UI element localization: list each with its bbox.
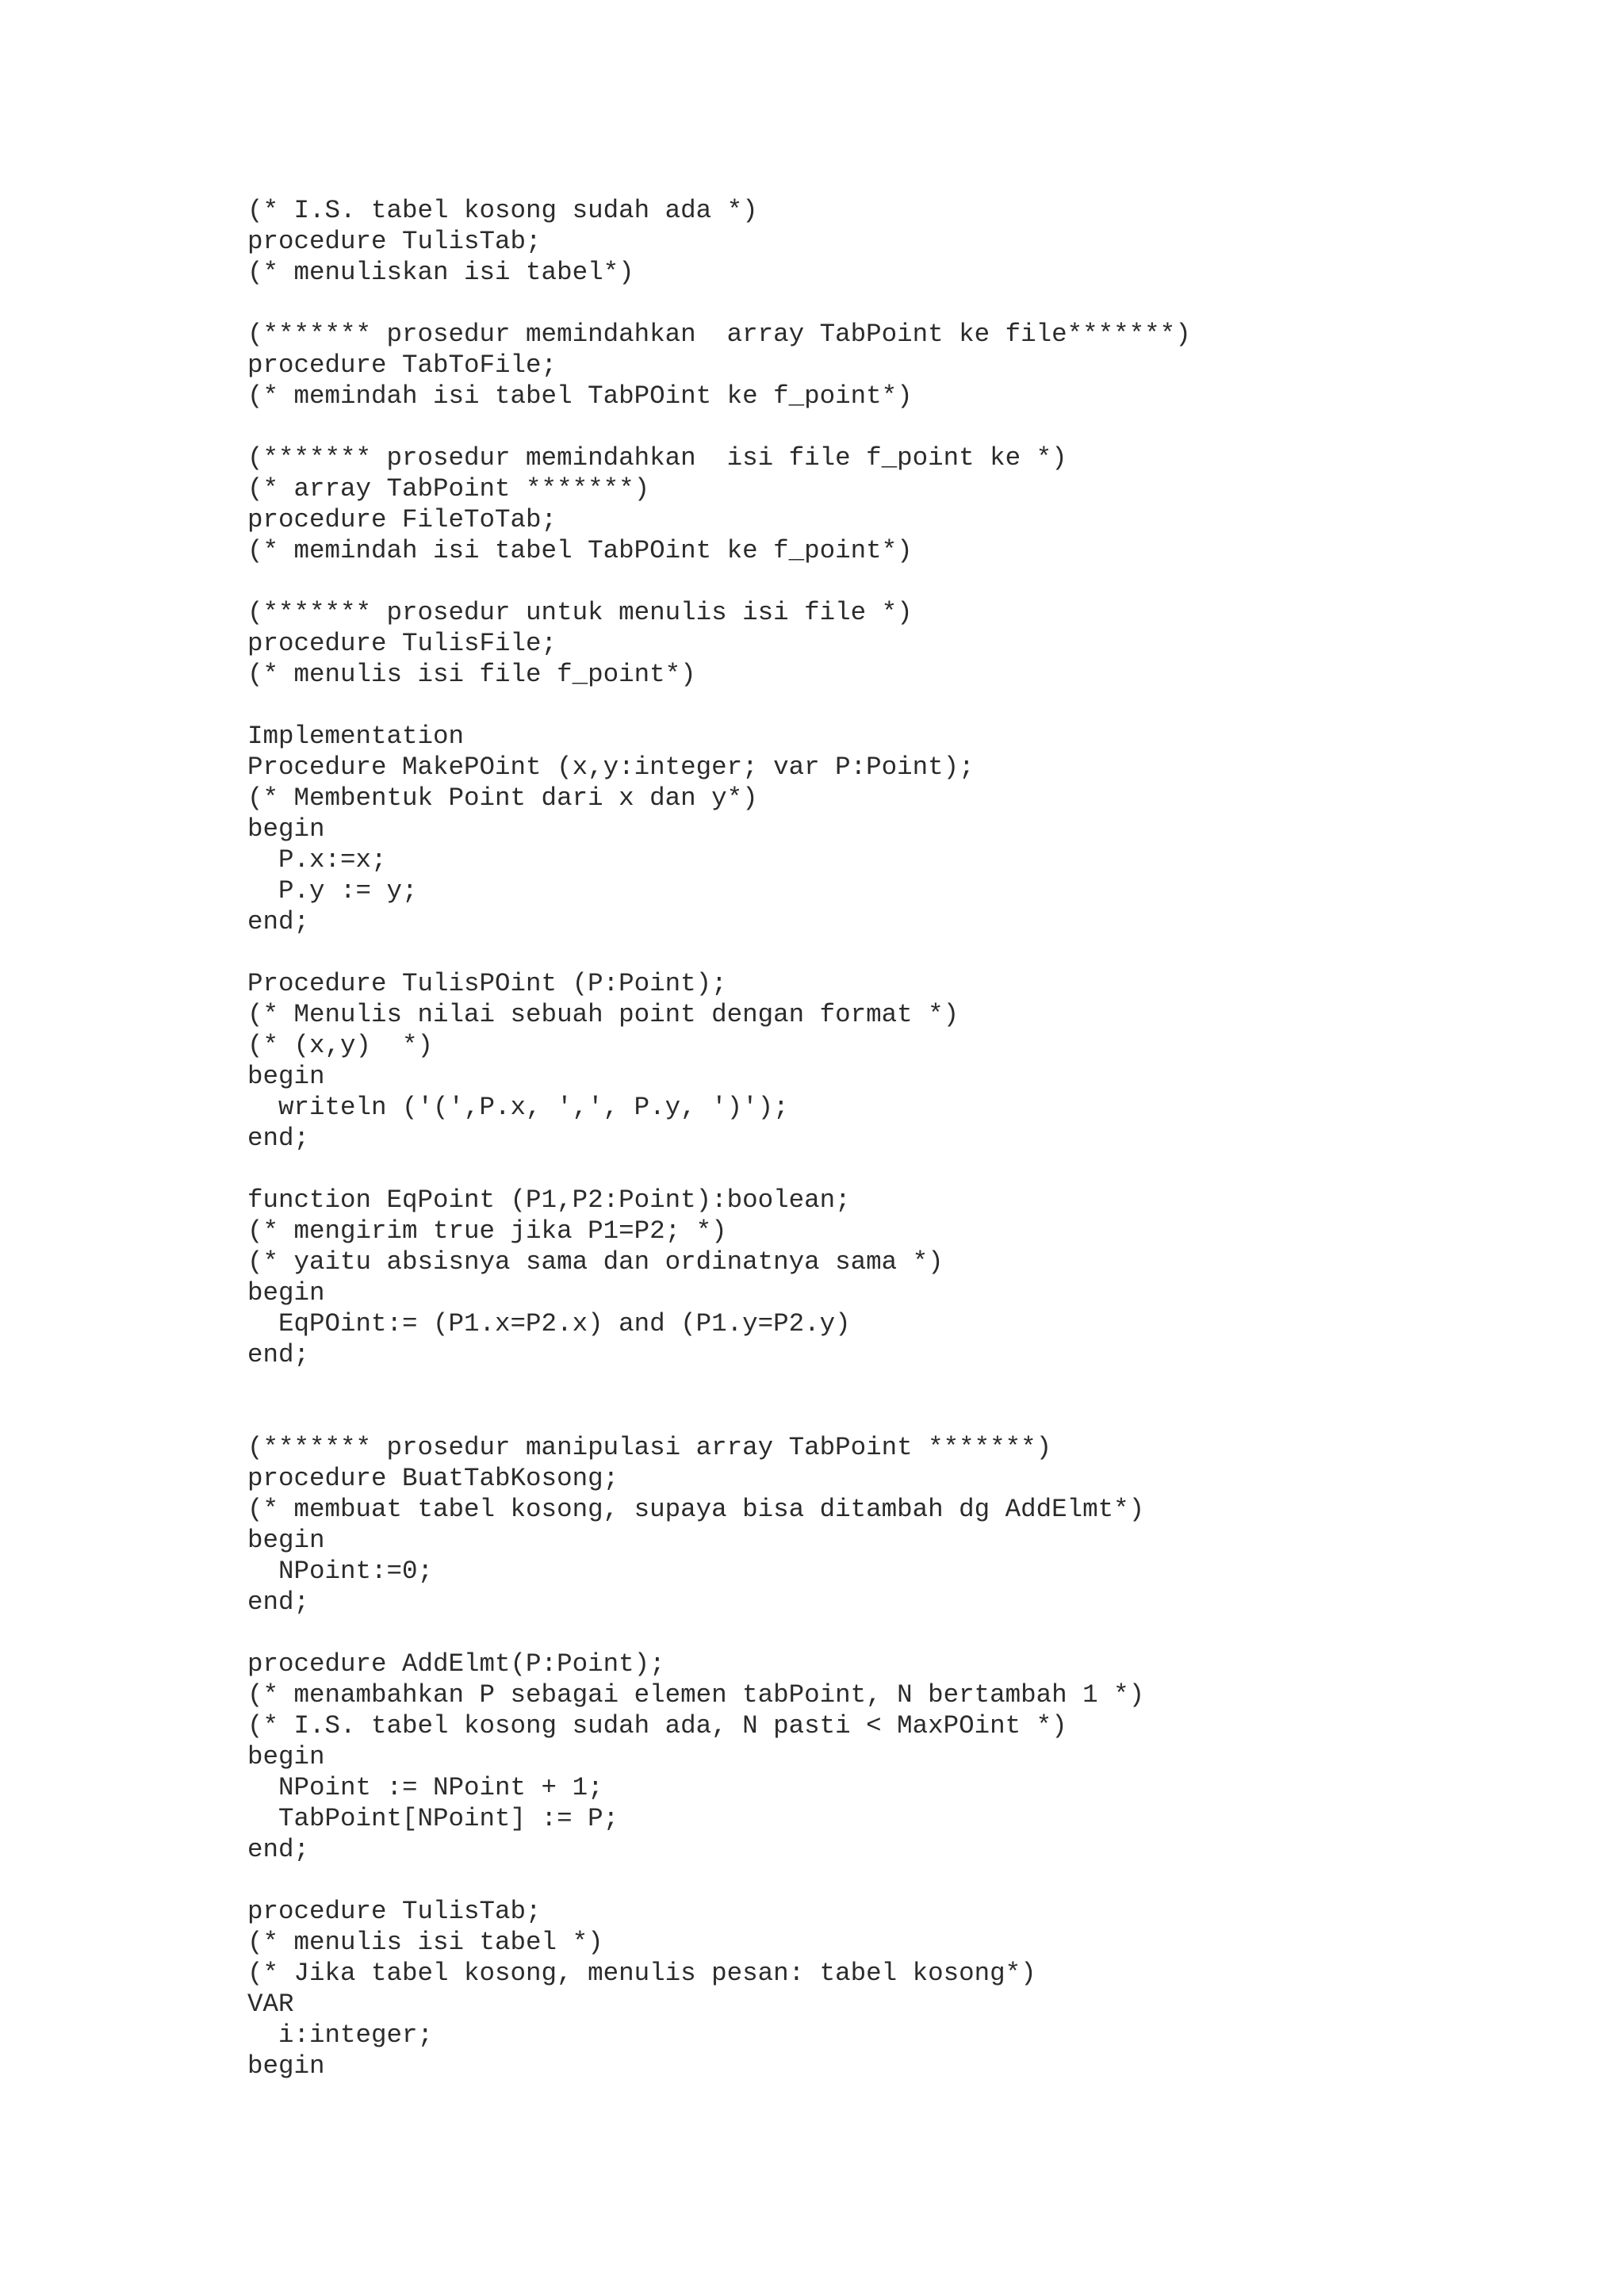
code-line: writeln ('(',P.x, ',', P.y, ')');	[247, 1093, 789, 1122]
code-line: EqPOint:= (P1.x=P2.x) and (P1.y=P2.y)	[247, 1309, 851, 1338]
code-line: (******* prosedur memindahkan array TabPoint ke file*******)	[247, 320, 1191, 349]
code-line: (* mengirim true jika P1=P2; *)	[247, 1216, 727, 1246]
code-line: (* memindah isi tabel TabPOint ke f_point*)	[247, 536, 913, 565]
code-line: procedure AddElmt(P:Point);	[247, 1649, 665, 1679]
code-line: P.y := y;	[247, 876, 418, 906]
code-line: (* array TabPoint *******)	[247, 474, 650, 504]
code-line: begin	[247, 1278, 325, 1308]
code-line: (* membuat tabel kosong, supaya bisa ditambah dg AddElmt*)	[247, 1495, 1145, 1524]
code-line: VAR	[247, 1990, 294, 2019]
code-line: (* Jika tabel kosong, menulis pesan: tabel kosong*)	[247, 1959, 1036, 1988]
code-line: NPoint := NPoint + 1;	[247, 1773, 603, 1802]
code-line: (* I.S. tabel kosong sudah ada *)	[247, 196, 758, 225]
code-line: (* Membentuk Point dari x dan y*)	[247, 783, 758, 813]
code-line: end;	[247, 907, 310, 936]
code-line: (* menambahkan P sebagai elemen tabPoint, N bertambah 1 *)	[247, 1680, 1145, 1710]
code-line: (* memindah isi tabel TabPOint ke f_point*)	[247, 381, 913, 411]
code-line: begin	[247, 1526, 325, 1555]
code-line: begin	[247, 2051, 325, 2081]
code-line: Procedure MakePOint (x,y:integer; var P:Point);	[247, 753, 975, 782]
code-line: end;	[247, 1340, 310, 1369]
code-line: (******* prosedur manipulasi array TabPoint *******)	[247, 1433, 1052, 1462]
code-listing	[247, 195, 1191, 2081]
code-line: (* menulis isi file f_point*)	[247, 660, 696, 689]
code-line: i:integer;	[247, 2020, 434, 2050]
code-line: procedure TulisTab;	[247, 227, 542, 256]
code-line: (******* prosedur untuk menulis isi file *)	[247, 598, 913, 627]
code-line	[247, 566, 1191, 597]
code-line: procedure BuatTabKosong;	[247, 1464, 619, 1493]
code-line	[247, 1865, 1191, 1896]
code-line: (* (x,y) *)	[247, 1031, 434, 1060]
code-line: (* yaitu absisnya sama dan ordinatnya sama *)	[247, 1247, 944, 1277]
code-line: end;	[247, 1124, 310, 1153]
code-line: begin	[247, 1742, 325, 1771]
code-line: function EqPoint (P1,P2:Point):boolean;	[247, 1185, 851, 1215]
code-line	[247, 1370, 1191, 1401]
code-line: TabPoint[NPoint] := P;	[247, 1804, 619, 1833]
code-line	[247, 1154, 1191, 1185]
code-line	[247, 937, 1191, 968]
code-line	[247, 288, 1191, 319]
code-line: (* Menulis nilai sebuah point dengan format *)	[247, 1000, 959, 1029]
code-line: begin	[247, 1062, 325, 1091]
code-line: (* menuliskan isi tabel*)	[247, 258, 634, 287]
code-line: (* I.S. tabel kosong sudah ada, N pasti < MaxPOint *)	[247, 1711, 1067, 1741]
code-line	[247, 690, 1191, 721]
code-line: procedure TabToFile;	[247, 350, 557, 380]
code-line: (* menulis isi tabel *)	[247, 1928, 603, 1957]
code-line: procedure FileToTab;	[247, 505, 557, 534]
code-line: Implementation	[247, 722, 465, 751]
code-line: procedure TulisFile;	[247, 629, 557, 658]
code-line	[247, 1401, 1191, 1432]
code-line	[247, 1618, 1191, 1649]
code-line: end;	[247, 1587, 310, 1617]
code-line	[247, 412, 1191, 442]
code-line: NPoint:=0;	[247, 1557, 434, 1586]
code-line: P.x:=x;	[247, 845, 387, 875]
code-line: procedure TulisTab;	[247, 1897, 542, 1926]
code-line: end;	[247, 1835, 310, 1864]
code-line: Procedure TulisPOint (P:Point);	[247, 969, 727, 998]
code-line: begin	[247, 814, 325, 844]
code-line: (******* prosedur memindahkan isi file f_point ke *)	[247, 443, 1067, 473]
